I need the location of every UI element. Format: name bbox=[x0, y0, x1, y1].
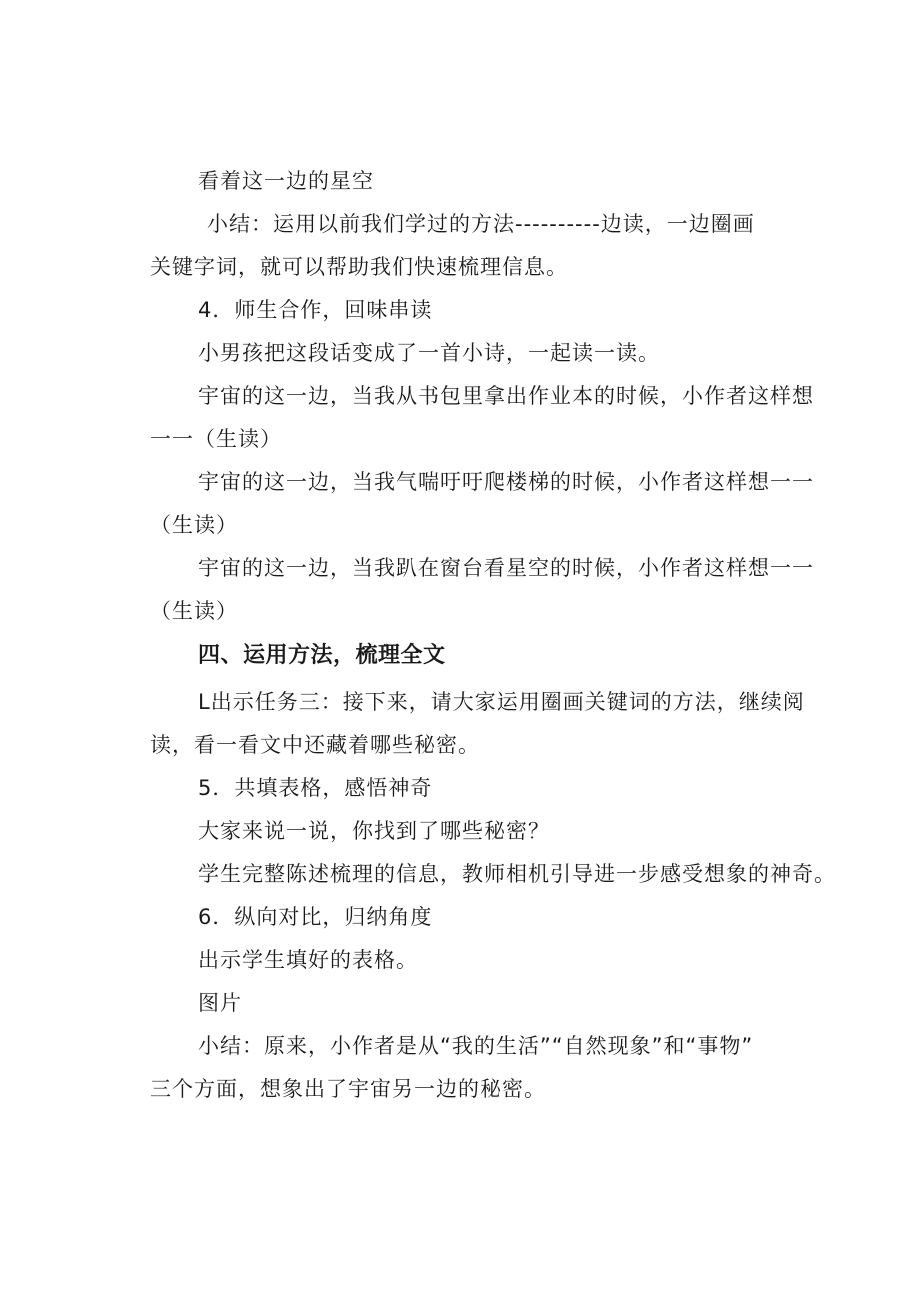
paragraph-line: 出示学生填好的表格。 bbox=[198, 948, 418, 972]
paragraph-line: 一一（生读） bbox=[150, 427, 282, 451]
paragraph-line: 宇宙的这一边，当我气喘吁吁爬楼梯的时候，小作者这样想一一 bbox=[198, 470, 814, 494]
image-placeholder-text: 图片 bbox=[198, 991, 242, 1015]
task-line: L出示任务三：接下来，请大家运用圈画关键词的方法，继续阅 bbox=[198, 690, 805, 714]
paragraph-line: 三个方面，想象出了宇宙另一边的秘密。 bbox=[150, 1077, 546, 1101]
paragraph-line: 关键字词，就可以帮助我们快速梳理信息。 bbox=[150, 255, 568, 279]
section-heading: 四、运用方法，梳理全文 bbox=[198, 643, 446, 668]
step-title: 4．师生合作，回味串读 bbox=[198, 298, 433, 322]
paragraph-line: 宇宙的这一边，当我从书包里拿出作业本的时候，小作者这样想 bbox=[198, 384, 814, 408]
paragraph-line: 宇宙的这一边，当我趴在窗台看星空的时候，小作者这样想一一 bbox=[198, 556, 814, 580]
paragraph-line: 读，看一看文中还藏着哪些秘密。 bbox=[150, 733, 480, 757]
step-title: 5．共填表格，感悟神奇 bbox=[198, 776, 433, 800]
paragraph-line: 大家来说一说，你找到了哪些秘密？ bbox=[198, 819, 550, 843]
paragraph-line: 看着这一边的星空 bbox=[198, 169, 374, 193]
summary-line: 小结：运用以前我们学过的方法----------边读，一边圈画 bbox=[207, 212, 755, 236]
paragraph-line: 小男孩把这段话变成了一首小诗，一起读一读。 bbox=[198, 341, 660, 365]
step-title: 6．纵向对比，归纳角度 bbox=[198, 905, 433, 929]
paragraph-line: 学生完整陈述梳理的信息，教师相机引导进一步感受想象的神奇。 bbox=[198, 862, 836, 886]
paragraph-line: （生读） bbox=[150, 513, 238, 537]
paragraph-line: （生读） bbox=[150, 599, 238, 623]
summary-line: 小结：原来，小作者是从“我的生活”“自然现象”和“事物” bbox=[198, 1034, 754, 1058]
